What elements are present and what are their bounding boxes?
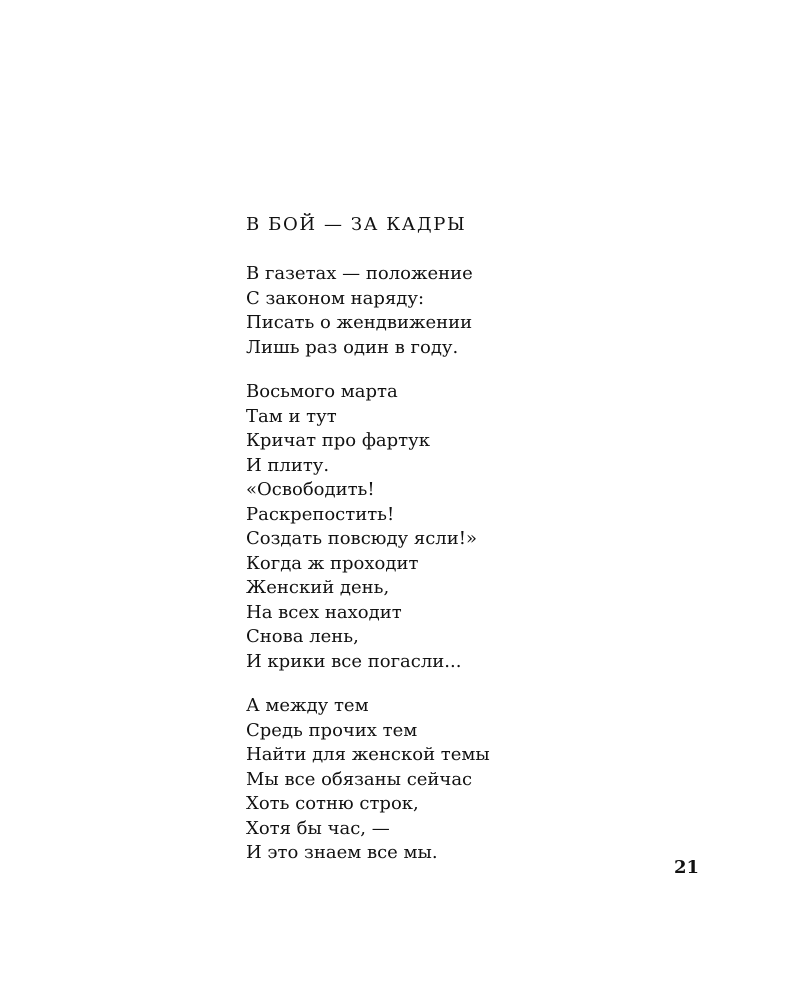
poem-line: Лишь раз один в году. bbox=[246, 336, 459, 358]
poem-line: Хоть сотню строк, bbox=[246, 793, 419, 814]
poem-line: Создать повсюду ясли!» bbox=[246, 528, 477, 549]
stanza-1 bbox=[246, 262, 490, 360]
poem-line: Писать о жендвижении bbox=[246, 312, 473, 333]
poem-line: Восьмого марта bbox=[246, 381, 398, 402]
poem-line: Хотя бы час, — bbox=[246, 817, 390, 839]
poem-line: Раскрепостить! bbox=[246, 503, 395, 525]
poem-line: На всех находит bbox=[246, 601, 402, 623]
poem-body bbox=[246, 262, 490, 886]
poem-line: И плиту. bbox=[246, 454, 330, 476]
stanza-3 bbox=[246, 694, 490, 866]
stanza-2 bbox=[246, 380, 490, 674]
poem-line: И крики все погасли... bbox=[246, 650, 462, 672]
poem-line: Средь прочих тем bbox=[246, 719, 418, 741]
poem-line: И это знаем все мы. bbox=[246, 842, 438, 863]
poem-line: «Освободить! bbox=[246, 479, 375, 500]
poem-line: Там и тут bbox=[246, 405, 337, 427]
poem-line: В газетах — положение bbox=[246, 263, 473, 284]
poem-line: Снова лень, bbox=[246, 626, 359, 647]
poem-line: Когда ж проходит bbox=[246, 552, 419, 574]
poem-line: Мы все обязаны сейчас bbox=[246, 768, 473, 790]
poem-line: Женский день, bbox=[246, 577, 390, 598]
poem-line: А между тем bbox=[246, 695, 369, 716]
poem-title: В БОЙ — ЗА КАДРЫ bbox=[246, 214, 467, 235]
poem-line: Найти для женской темы bbox=[246, 744, 490, 765]
poem-line: Кричат про фартук bbox=[246, 430, 430, 451]
page-number: 21 bbox=[674, 857, 700, 878]
poem-line: С законом наряду: bbox=[246, 287, 425, 309]
